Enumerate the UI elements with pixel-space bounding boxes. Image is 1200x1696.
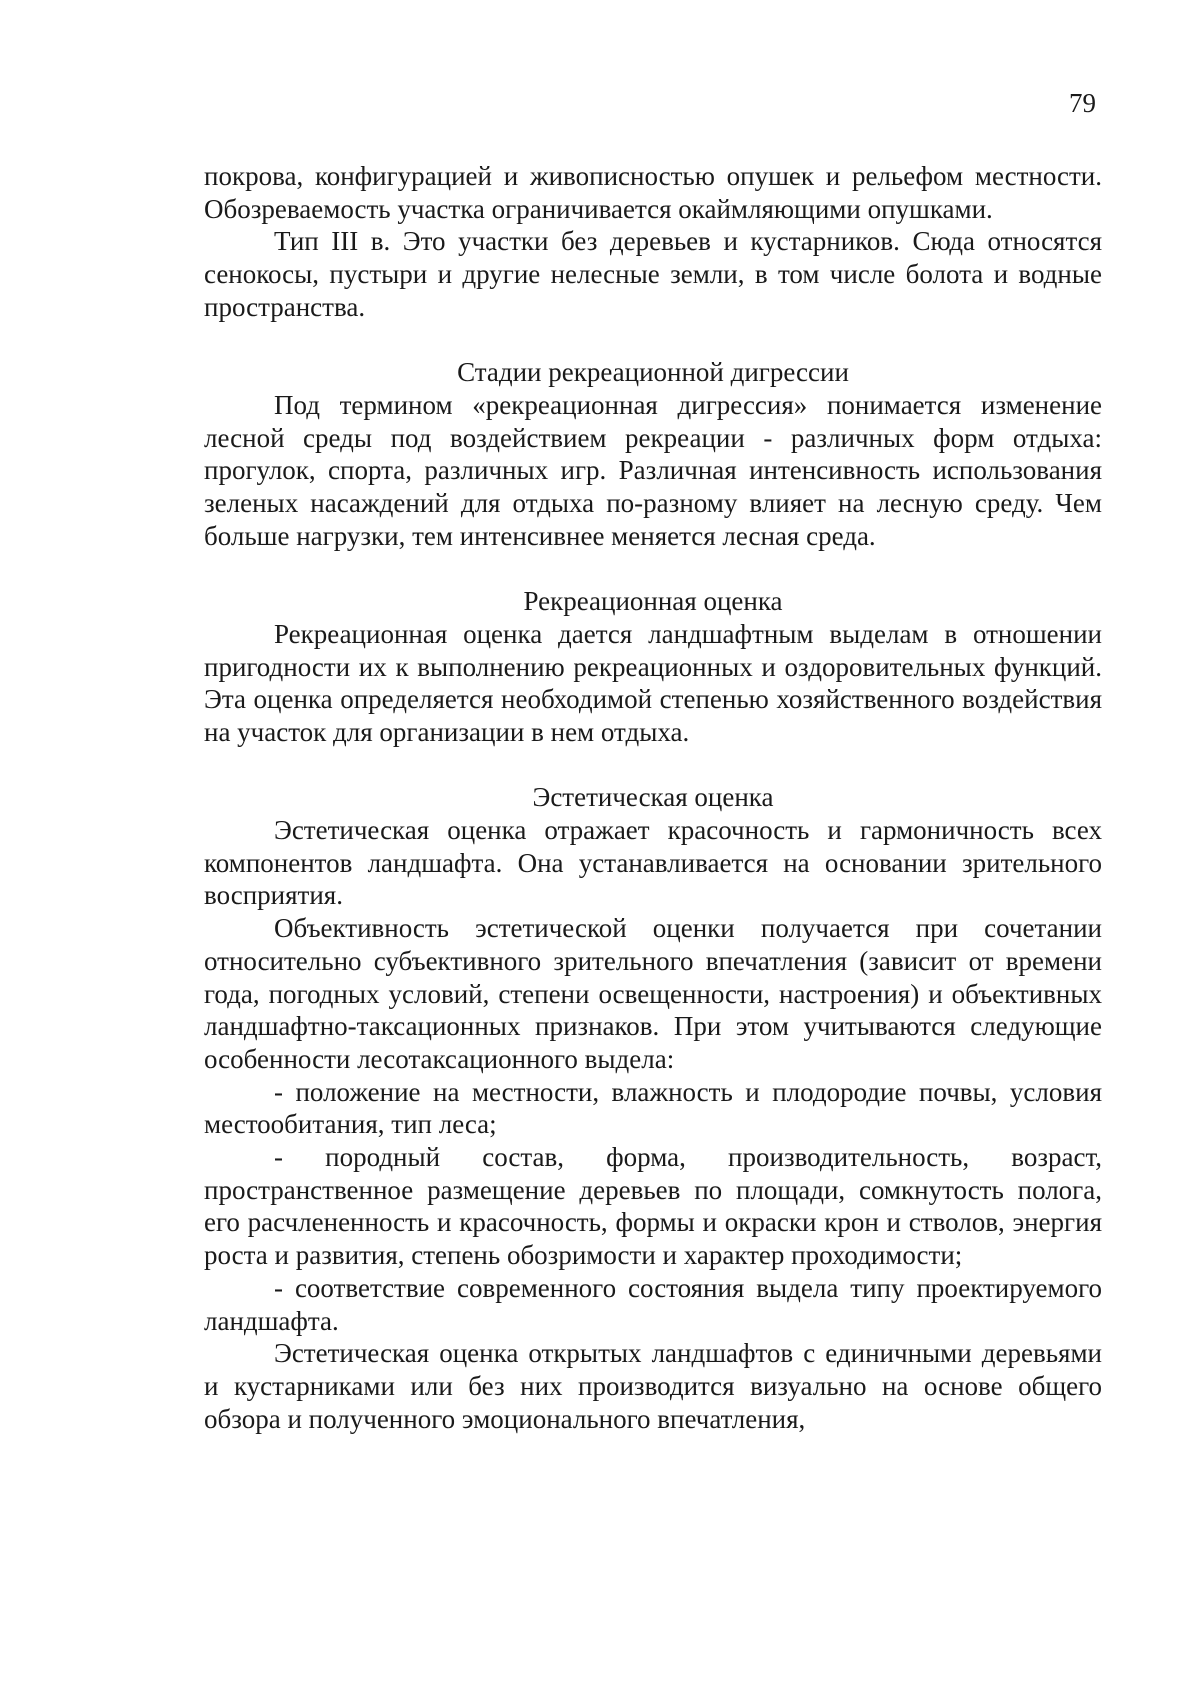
page-number: 79 [1069,88,1096,118]
section-heading: Эстетическая оценка [532,782,774,813]
paragraph: Под термином «рекреационная дигрессия» понимается изменение лесной среды под воздействием рекреации - различных форм отдыха: прогулок, спорта, различных игр. Различная интенсивность использования зеленых насаждений для отдыха по-разному влияет на лесную среду. Чем больше нагрузки, тем интенсивнее меняется лесная среда. [204,389,1102,551]
list-item: - соответствие современного состояния выдела типу проектируемого ландшафта. [204,1272,1102,1336]
section-heading: Стадии рекреационной дигрессии [457,357,849,388]
paragraph: Эстетическая оценка открытых ландшафтов с единичными деревьями и кустарниками или без них производится визуально на основе общего обзора и полученного эмоционального впечатления, [204,1338,1102,1434]
paragraph: Эстетическая оценка отражает красочность и гармоничность всех компонентов ландшафта. Она устанавливается на основании зрительного восприятия. [204,815,1102,911]
paragraph: Объективность эстетической оценки получается при сочетании относительно субъективного зрительного впечатления (зависит от времени года, погодных условий, степени освещенности, настроения) и объективных ландшафтно-таксационных признаков. При этом учитываются следующие особенности лесотаксационного выдела: [204,913,1102,1074]
paragraph: Тип III в. Это участки без деревьев и кустарников. Сюда относятся сенокосы, пустыри и другие нелесные земли, в том числе болота и водные пространства. [204,226,1102,322]
paragraph: покрова, конфигурацией и живописностью опушек и рельефом местности. Обозреваемость участка ограничивается окаймляющими опушками. [204,161,1102,224]
list-item: - положение на местности, влажность и плодородие почвы, условия местообитания, тип леса; [204,1076,1102,1140]
paragraph: Рекреационная оценка дается ландшафтным выделам в отношении пригодности их к выполнению рекреационных и оздоровительных функций. Эта оценка определяется необходимой степенью хозяйственного воздействия на участок для организации в нем отдыха. [204,618,1102,747]
section-heading: Рекреационная оценка [523,586,783,617]
page-body [204,160,1102,1435]
list-item: - породный состав, форма, производительность, возраст, пространственное размещение деревьев по площади, сомкнутость полога, его расчлененность и красочность, формы и окраски крон и стволов, энергия роста и развития, степень обозримости и характер проходимости; [204,1142,1102,1271]
